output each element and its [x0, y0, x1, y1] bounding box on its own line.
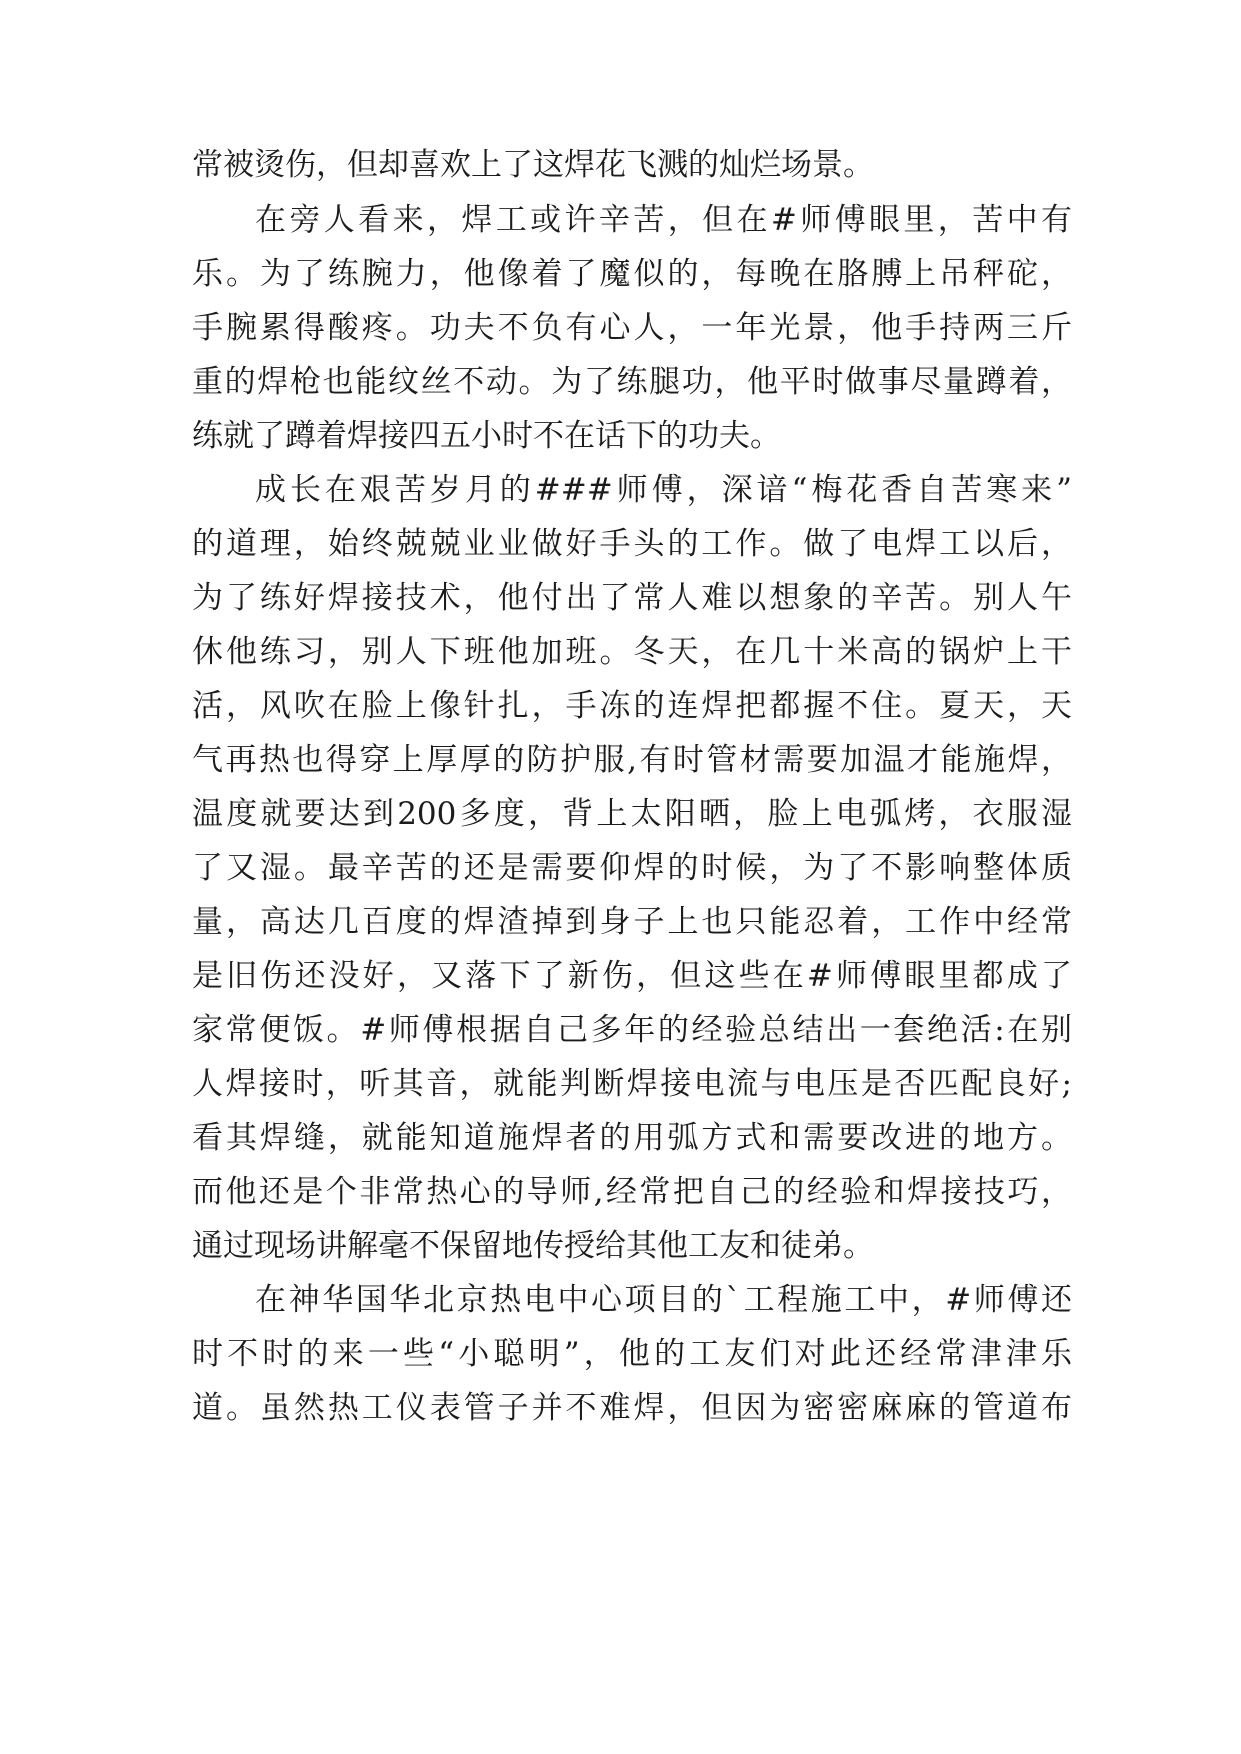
paragraph-line: 练就了蹲着焊接四五小时不在话下的功夫。 [192, 418, 781, 454]
paragraph-line: 气再热也得穿上厚厚的防护服,有时管材需要加温才能施焊， [192, 742, 1072, 778]
paragraph-line: 乐。为了练腕力，他像着了魔似的，每晚在胳膊上吊秤砣， [192, 256, 1072, 292]
paragraph-line: 常被烫伤，但却喜欢上了这焊花飞溅的灿烂场景。 [192, 147, 874, 183]
paragraph-line: 活，风吹在脸上像针扎，手冻的连焊把都握不住。夏天，天 [192, 688, 1072, 724]
paragraph-line: 休他练习，别人下班他加班。冬天，在几十米高的锅炉上干 [192, 634, 1072, 670]
paragraph-line: 看其焊缝，就能知道施焊者的用弧方式和需要改进的地方。 [192, 1120, 1072, 1156]
paragraph-line: 温度就要达到200多度，背上太阳晒，脸上电弧烤，衣服湿 [192, 796, 1072, 832]
paragraph-line: 通过现场讲解毫不保留地传授给其他工友和徒弟。 [192, 1228, 874, 1264]
paragraph-line: 道。虽然热工仪表管子并不难焊，但因为密密麻麻的管道布 [192, 1390, 1072, 1426]
paragraph-line: 是旧伤还没好，又落下了新伤，但这些在#师傅眼里都成了 [192, 958, 1072, 994]
paragraph-line: 在神华国华北京热电中心项目的`工程施工中，#师傅还 [255, 1282, 1072, 1318]
paragraph-line: 而他还是个非常热心的导师,经常把自己的经验和焊接技巧， [192, 1174, 1072, 1210]
paragraph-line: 的道理，始终兢兢业业做好手头的工作。做了电焊工以后， [192, 526, 1072, 562]
paragraph-line: 了又湿。最辛苦的还是需要仰焊的时候，为了不影响整体质 [192, 850, 1072, 886]
paragraph-line: 人焊接时，听其音，就能判断焊接电流与电压是否匹配良好; [192, 1066, 1072, 1102]
paragraph-line: 在旁人看来，焊工或许辛苦，但在#师傅眼里，苦中有 [255, 202, 1072, 238]
paragraph-line: 为了练好焊接技术，他付出了常人难以想象的辛苦。别人午 [192, 580, 1072, 616]
paragraph-line: 家常便饭。#师傅根据自己多年的经验总结出一套绝活:在别 [192, 1012, 1072, 1048]
paragraph-line: 量，高达几百度的焊渣掉到身子上也只能忍着，工作中经常 [192, 904, 1072, 940]
paragraph-line: 重的焊枪也能纹丝不动。为了练腿功，他平时做事尽量蹲着， [192, 364, 1072, 400]
paragraph-line: 手腕累得酸疼。功夫不负有心人，一年光景，他手持两三斤 [192, 310, 1072, 346]
paragraph-line: 成长在艰苦岁月的###师傅，深谙“梅花香自苦寒来” [255, 472, 1072, 508]
paragraph-line: 时不时的来一些“小聪明”，他的工友们对此还经常津津乐 [192, 1336, 1072, 1372]
